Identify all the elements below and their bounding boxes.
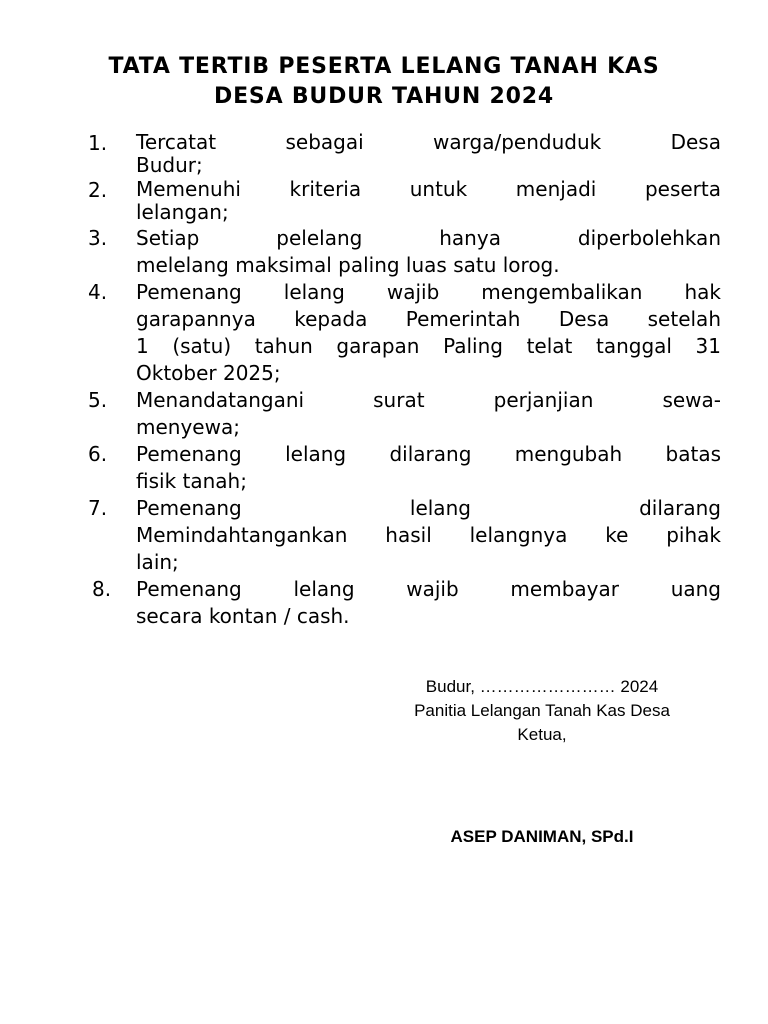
rule-number: 8. — [92, 577, 112, 601]
rule-number: 4. — [88, 280, 108, 304]
rule-number: 5. — [88, 388, 108, 412]
rule-item-5 — [88, 387, 721, 441]
rule-text-line: Oktober 2025; — [136, 361, 281, 385]
rule-text-line: 1 (satu) tahun garapan Paling telat tanggal 31 — [136, 334, 721, 358]
document-title-line-1: TATA TERTIB PESERTA LELANG TANAH KAS — [108, 54, 660, 79]
rule-item-3 — [88, 225, 721, 279]
rule-text-line: menyewa; — [136, 415, 240, 439]
document-title-line-2: DESA BUDUR TAHUN 2024 — [214, 84, 554, 109]
rule-text-line: lain; — [136, 550, 179, 574]
rule-text-line: secara kontan / cash. — [136, 604, 350, 628]
signature-role: Ketua, — [517, 725, 567, 744]
rule-text-line: Menandatangani surat perjanjian sewa- — [136, 388, 721, 412]
rule-text-line: Pemenang lelang wajib mengembalikan hak — [136, 280, 721, 304]
rule-text-line: Memenuhi kriteria untuk menjadi peserta — [136, 177, 721, 201]
rule-item-7 — [88, 495, 721, 576]
rule-text-line: Tercatat sebagai warga/penduduk Desa — [136, 130, 721, 154]
rule-text-line: fisik tanah; — [136, 469, 247, 493]
rule-number: 1. — [88, 131, 108, 155]
rule-text-line: melelang maksimal paling luas satu lorog. — [136, 253, 560, 277]
signature-committee: Panitia Lelangan Tanah Kas Desa — [414, 701, 670, 720]
rule-text-line: Memindahtangankan hasil lelangnya ke pihak — [136, 523, 721, 547]
rule-item-6 — [88, 441, 721, 495]
signatory-name: ASEP DANIMAN, SPd.I — [450, 827, 634, 846]
rule-item-2 — [88, 177, 721, 224]
rule-text-line: lelangan; — [136, 200, 229, 224]
rule-number: 2. — [88, 178, 108, 202]
rule-text-line: Pemenang lelang wajib membayar uang — [136, 577, 721, 601]
rule-text-line: Pemenang lelang dilarang — [136, 496, 721, 520]
rule-item-8 — [92, 576, 721, 630]
signature-date: Budur, …………………… 2024 — [425, 677, 659, 696]
rule-item-4 — [88, 279, 721, 387]
rule-item-1 — [88, 130, 721, 177]
rule-number: 7. — [88, 496, 108, 520]
rule-number: 6. — [88, 442, 108, 466]
rule-text-line: Pemenang lelang dilarang mengubah batas — [136, 442, 721, 466]
rule-text-line: Setiap pelelang hanya diperbolehkan — [136, 226, 721, 250]
rule-text-line: Budur; — [136, 153, 203, 177]
rule-number: 3. — [88, 226, 108, 250]
rule-text-line: garapannya kepada Pemerintah Desa setelah — [136, 307, 721, 331]
